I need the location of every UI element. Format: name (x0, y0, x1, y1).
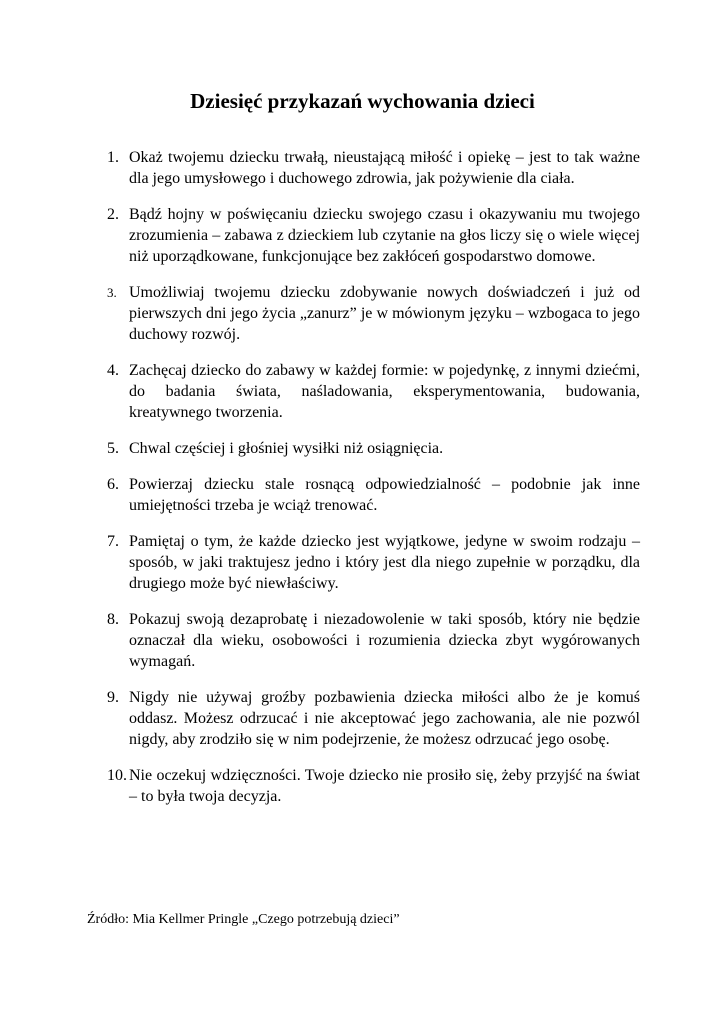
rule-number: 3. (107, 285, 117, 300)
rule-text: Powierzaj dziecku stale rosnącą odpowiedzialność – podobnie jak inne umiejętności trzeba je wciąż trenować. (129, 476, 640, 514)
list-item (107, 438, 640, 459)
rule-number: 6. (107, 476, 119, 493)
rule-number: 7. (107, 533, 119, 550)
rule-text: Umożliwiaj twojemu dziecku zdobywanie nowych doświadczeń i już od pierwszych dni jego życia „zanurz” je w mówionym języku – wzbogaca to jego duchowy rozwój. (129, 284, 640, 343)
list-item (107, 765, 640, 807)
list-item (107, 609, 640, 672)
rule-number: 5. (107, 440, 119, 457)
rule-number: 10. (107, 767, 127, 784)
list-item (107, 474, 640, 516)
rule-text: Nie oczekuj wdzięczności. Twoje dziecko nie prosiło się, żeby przyjść na świat – to była twoja decyzja. (129, 767, 640, 805)
rule-number: 1. (107, 149, 119, 166)
list-item (107, 282, 640, 345)
list-item (107, 147, 640, 189)
rule-text: Nigdy nie używaj groźby pozbawienia dziecka miłości albo że je komuś oddasz. Możesz odrzucać i nie akceptować jego zachowania, ale nie pozwól nigdy, aby zrodziło się w nim podejrzenie, że możesz odrzucać jego osobę. (129, 689, 640, 748)
list-item (107, 360, 640, 423)
rule-number: 2. (107, 206, 119, 223)
rule-text: Pamiętaj o tym, że każde dziecko jest wyjątkowe, jedyne w swoim rodzaju – sposób, w jaki traktujesz jedno i który jest dla niego zupełnie w porządku, dla drugiego może być niewłaściwy. (129, 533, 640, 592)
rule-text: Zachęcaj dziecko do zabawy w każdej formie: w pojedynkę, z innymi dziećmi, do badania świata, naśladowania, eksperymentowania, budowania, kreatywnego tworzenia. (129, 362, 640, 421)
rule-text: Bądź hojny w poświęcaniu dziecku swojego czasu i okazywaniu mu twojego zrozumienia – zabawa z dzieckiem lub czytanie na głos liczy się o wiele więcej niż uporządkowane, funkcjonujące bez zakłóceń gospodarstwo domowe. (129, 206, 640, 265)
rule-text: Pokazuj swoją dezaprobatę i niezadowolenie w taki sposób, który nie będzie oznaczał dla wieku, osobowości i rozumienia dziecka zbyt wygórowanych wymagań. (129, 611, 640, 670)
document-title: Dziesięć przykazań wychowania dzieci (190, 89, 535, 113)
rule-number: 8. (107, 611, 119, 628)
list-item (107, 204, 640, 267)
rule-number: 4. (107, 362, 119, 379)
rule-text: Okaż twojemu dziecku trwałą, nieustającą miłość i opiekę – jest to tak ważne dla jego umysłowego i duchowego zdrowia, jak pożywienie dla ciała. (129, 149, 640, 187)
rule-text: Chwal częściej i głośniej wysiłki niż osiągnięcia. (129, 440, 444, 457)
rules-list (107, 147, 640, 822)
rule-number: 9. (107, 689, 119, 706)
source-citation: Źródło: Mia Kellmer Pringle „Czego potrzebują dzieci” (87, 912, 400, 927)
list-item (107, 531, 640, 594)
list-item (107, 687, 640, 750)
